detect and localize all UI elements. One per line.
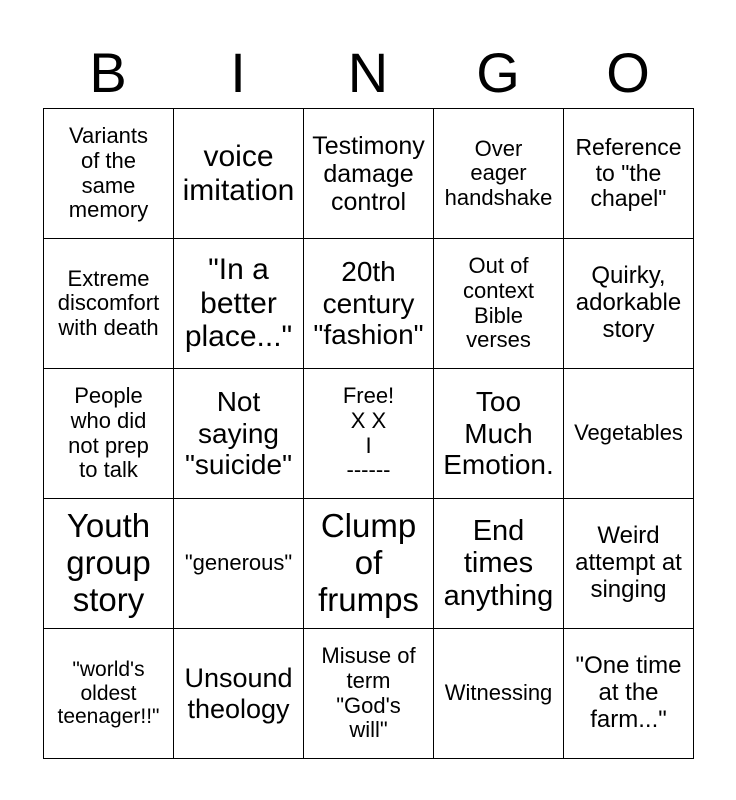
- header-letter-o: O: [606, 41, 650, 104]
- bingo-cell[interactable]: Clump of frumps: [304, 499, 434, 629]
- bingo-header: [43, 38, 693, 108]
- bingo-cell[interactable]: voice imitation: [174, 109, 304, 239]
- bingo-cell[interactable]: Testimony damage control: [304, 109, 434, 239]
- bingo-cell[interactable]: Variants of the same memory: [44, 109, 174, 239]
- bingo-cell[interactable]: Quirky, adorkable story: [564, 239, 694, 369]
- board-row: [44, 369, 694, 499]
- header-letter-i: I: [230, 41, 246, 104]
- bingo-cell[interactable]: Extreme discomfort with death: [44, 239, 174, 369]
- board-row: [44, 629, 694, 759]
- board-row: [44, 109, 694, 239]
- bingo-cell[interactable]: 20th century "fashion": [304, 239, 434, 369]
- board-row: [44, 499, 694, 629]
- bingo-cell[interactable]: "world's oldest teenager!!": [44, 629, 174, 759]
- bingo-cell[interactable]: Unsound theology: [174, 629, 304, 759]
- bingo-cell[interactable]: People who did not prep to talk: [44, 369, 174, 499]
- bingo-cell[interactable]: Weird attempt at singing: [564, 499, 694, 629]
- bingo-cell[interactable]: Not saying "suicide": [174, 369, 304, 499]
- bingo-cell[interactable]: Vegetables: [564, 369, 694, 499]
- bingo-cell[interactable]: Too Much Emotion.: [434, 369, 564, 499]
- bingo-cell[interactable]: Misuse of term "God's will": [304, 629, 434, 759]
- header-letter-g: G: [476, 41, 520, 104]
- bingo-cell[interactable]: "One time at the farm...": [564, 629, 694, 759]
- bingo-cell[interactable]: Youth group story: [44, 499, 174, 629]
- bingo-cell[interactable]: Witnessing: [434, 629, 564, 759]
- bingo-cell[interactable]: Reference to "the chapel": [564, 109, 694, 239]
- board-row: [44, 239, 694, 369]
- free-space-cell[interactable]: Free! X X I ------: [304, 369, 434, 499]
- bingo-cell[interactable]: Over eager handshake: [434, 109, 564, 239]
- header-letter-n: N: [347, 41, 389, 104]
- bingo-cell[interactable]: Out of context Bible verses: [434, 239, 564, 369]
- bingo-cell[interactable]: End times anything: [434, 499, 564, 629]
- bingo-cell[interactable]: "generous": [174, 499, 304, 629]
- bingo-cell[interactable]: "In a better place...": [174, 239, 304, 369]
- header-letter-b: B: [89, 41, 127, 104]
- bingo-board: [43, 108, 694, 759]
